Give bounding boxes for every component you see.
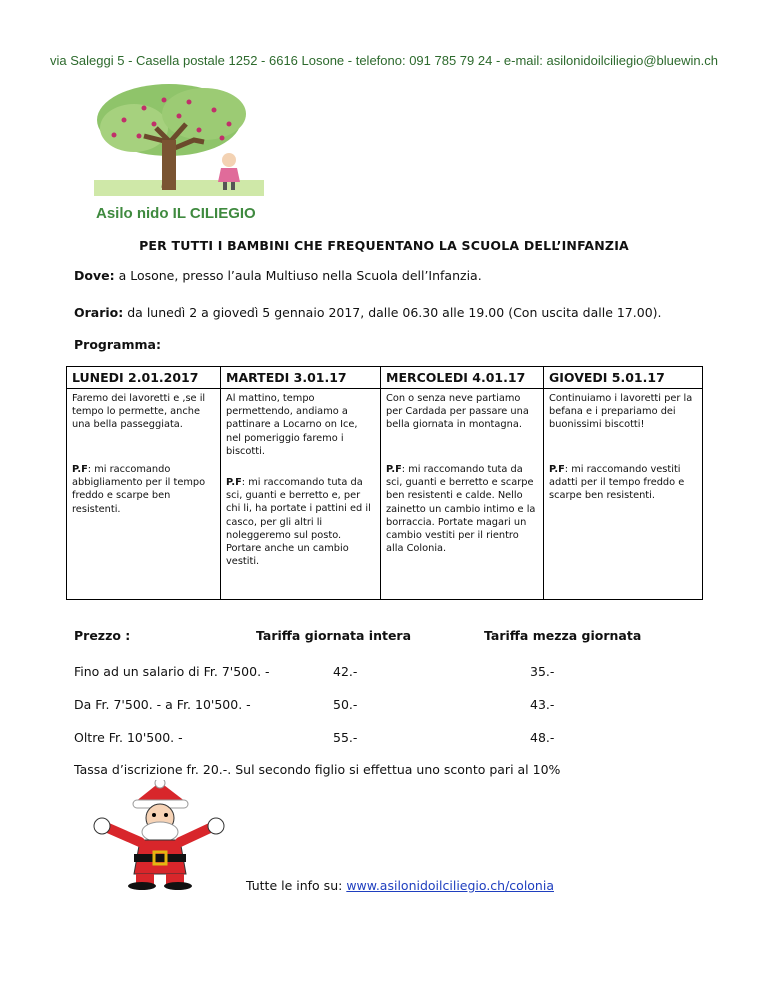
dove-text: a Losone, presso l’aula Multiuso nella Scuola dell’Infanzia. (118, 268, 482, 283)
pf-cell: P.F: mi raccomando tuta da sci, guanti e berretto e, per chi li, ha portate i pattini ed il casco, per gli altri li noleggeremo sul posto. Portare anche un cambio vestiti. (221, 460, 381, 600)
day-header: GIOVEDI 5.01.17 (544, 367, 703, 389)
fee-half: 43.- (530, 697, 555, 712)
activity-cell: Con o senza neve partiamo per Cardada per passare una bella giornata in montagna. (381, 389, 544, 461)
day-header: MARTEDI 3.01.17 (221, 367, 381, 389)
pf-cell: P.F: mi raccomando tuta da sci, guanti e berretto e scarpe ben resistenti e calde. Nello zainetto un cambio intimo e la borraccia. Portate magari un cambio vestiti per il rientro alla Colonia. (381, 460, 544, 600)
programma-label: Programma: (74, 337, 161, 352)
activity-cell: Al mattino, tempo permettendo, andiamo a pattinare a Locarno on Ice, nel pomeriggio faremo i biscotti. (221, 389, 381, 461)
orario-line (74, 305, 662, 320)
page-title: PER TUTTI I BAMBINI CHE FREQUENTANO LA SCUOLA DELL’INFANZIA (139, 238, 629, 253)
dove-line (74, 268, 482, 283)
fee-half: 35.- (530, 664, 555, 679)
tariffa-mezza-header: Tariffa mezza giornata (484, 628, 642, 643)
fee-range: Fino ad un salario di Fr. 7'500. - (74, 664, 270, 679)
tariffa-intera-header: Tariffa giornata intera (256, 628, 412, 643)
info-line (246, 878, 554, 893)
day-header: LUNEDI 2.01.2017 (67, 367, 221, 389)
activity-cell: Faremo dei lavoretti e ,se il tempo lo permette, anche una bella passeggiata. (67, 389, 221, 461)
prezzo-label: Prezzo : (74, 628, 131, 643)
fee-range: Oltre Fr. 10'500. - (74, 730, 183, 745)
program-table (66, 366, 703, 600)
activity-cell: Continuiamo i lavoretti per la befana e i prepariamo dei buonissimi biscotti! (544, 389, 703, 461)
orario-label: Orario: (74, 305, 124, 320)
day-header: MERCOLEDI 4.01.17 (381, 367, 544, 389)
pf-cell: P.F: mi raccomando abbigliamento per il tempo freddo e scarpe ben resistenti. (67, 460, 221, 600)
program-pf-row (67, 460, 703, 600)
orario-text: da lunedì 2 a giovedì 5 gennaio 2017, dalle 06.30 alle 19.00 (Con uscita dalle 17.00). (127, 305, 662, 320)
fee-full: 55.- (333, 730, 358, 745)
fee-half: 48.- (530, 730, 555, 745)
fee-full: 50.- (333, 697, 358, 712)
dove-label: Dove: (74, 268, 115, 283)
pf-cell: P.F: mi raccomando vestiti adatti per il tempo freddo e scarpe ben resistenti. (544, 460, 703, 600)
program-header-row (67, 367, 703, 389)
fee-full: 42.- (333, 664, 358, 679)
logo-text: Asilo nido IL CILIEGIO (96, 205, 256, 222)
colonia-link[interactable]: www.asilonidoilciliegio.ch/colonia (346, 878, 554, 893)
tassa-text: Tassa d’iscrizione fr. 20.-. Sul secondo figlio si effettua uno sconto pari al 10% (74, 762, 561, 777)
santa-claus-icon (90, 780, 228, 890)
info-label: Tutte le info su: (246, 878, 343, 893)
cherry-tree-icon (94, 80, 264, 198)
fee-range: Da Fr. 7'500. - a Fr. 10'500. - (74, 697, 251, 712)
program-activity-row (67, 389, 703, 461)
contact-header: via Saleggi 5 - Casella postale 1252 - 6616 Losone - telefono: 091 785 79 24 - e-mail: asilonidoilciliegio@bluewin.ch (50, 53, 718, 68)
